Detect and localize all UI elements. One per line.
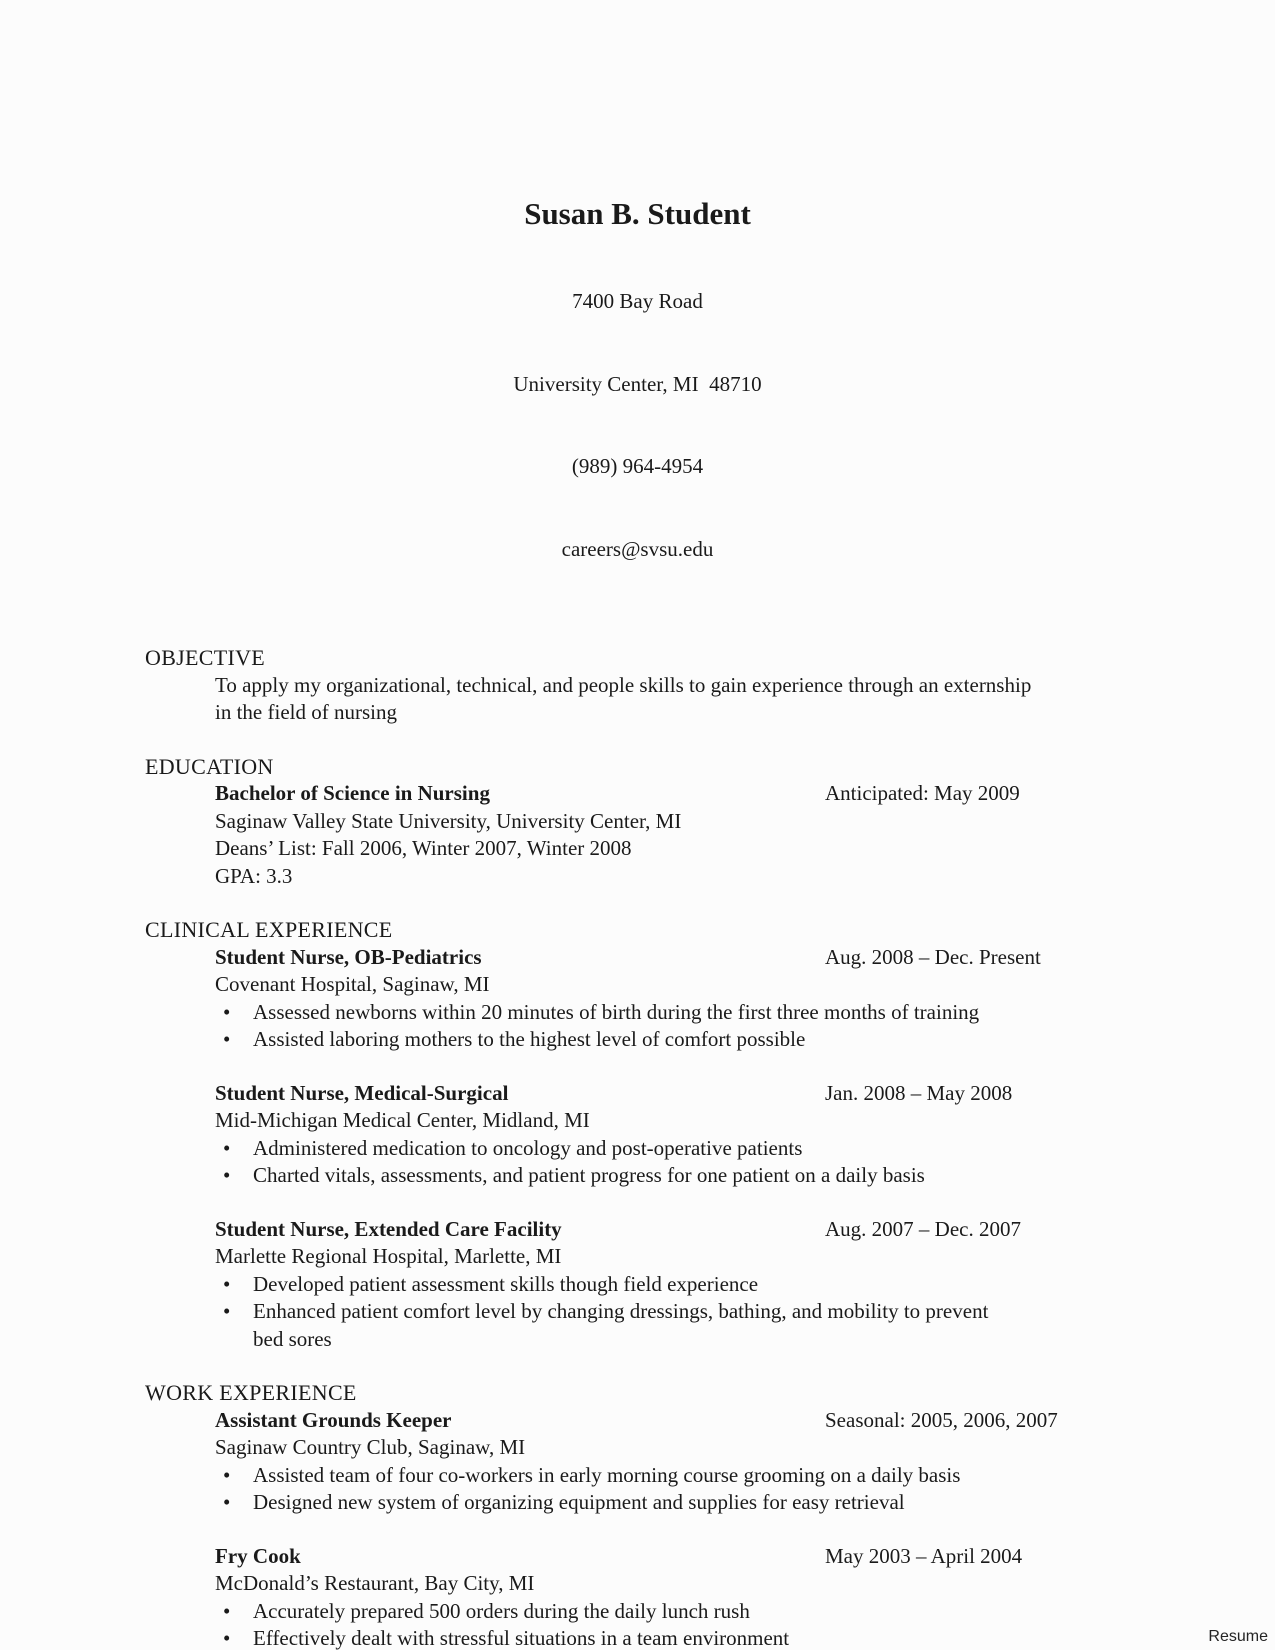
bullet-item: • Administered medication to oncology and post-operative patients <box>215 1135 1010 1163</box>
job-title: Fry Cook <box>215 1543 301 1568</box>
work-experience-heading: WORK EXPERIENCE <box>145 1380 357 1405</box>
job-title: Student Nurse, Medical-Surgical <box>215 1080 509 1105</box>
bullet-item: • Assisted laboring mothers to the highest level of comfort possible <box>215 1026 1010 1054</box>
work-entry-grounds-keeper <box>215 1407 1275 1517</box>
clinical-entry-ob-pediatrics <box>215 944 1275 1054</box>
job-date: Aug. 2007 – Dec. 2007 <box>825 1216 1021 1241</box>
clinical-experience-heading: CLINICAL EXPERIENCE <box>145 917 393 942</box>
page-footer-label: Resume <box>1208 1628 1268 1645</box>
education-heading: EDUCATION <box>145 753 274 779</box>
candidate-name: Susan B. Student <box>524 196 751 231</box>
work-entry-fry-cook <box>215 1543 1275 1650</box>
job-date: May 2003 – April 2004 <box>825 1543 1023 1568</box>
clinical-experience-section <box>145 916 1275 1353</box>
bullet-list <box>215 1271 1010 1354</box>
address-street: 7400 Bay Road <box>572 289 703 313</box>
address-city-state-zip: University Center, MI 48710 <box>513 371 762 396</box>
job-date: Seasonal: 2005, 2006, 2007 <box>825 1407 1058 1432</box>
objective-text: To apply my organizational, technical, and people skills to gain experience through an externship in the field of nursing <box>215 672 1032 724</box>
phone-number: (989) 964-4954 <box>571 454 704 478</box>
clinical-entry-extended-care <box>215 1216 1275 1354</box>
bullet-item: • Assessed newborns within 20 minutes of birth during the first three months of training <box>215 999 1010 1027</box>
job-title: Assistant Grounds Keeper <box>215 1407 452 1432</box>
objective-heading: OBJECTIVE <box>145 645 266 670</box>
bullet-item: • Enhanced patient comfort level by changing dressings, bathing, and mobility to prevent bed sores <box>215 1298 1010 1353</box>
bullet-list <box>215 1135 1010 1190</box>
bullet-item: • Developed patient assessment skills though field experience <box>215 1271 1010 1299</box>
organization: Saginaw Country Club, Saginaw, MI <box>215 1435 526 1459</box>
organization: Covenant Hospital, Saginaw, MI <box>215 972 490 996</box>
job-date: Aug. 2008 – Dec. Present <box>825 944 1041 969</box>
bullet-item: • Accurately prepared 500 orders during the daily lunch rush <box>215 1598 1010 1626</box>
entry-title-row <box>215 1080 1275 1108</box>
organization: Mid-Michigan Medical Center, Midland, MI <box>215 1108 590 1132</box>
degree-row <box>215 780 1275 808</box>
bullet-item: • Designed new system of organizing equipment and supplies for easy retrieval <box>215 1489 1010 1517</box>
degree-date: Anticipated: May 2009 <box>825 781 1020 805</box>
entry-title-row <box>215 1543 1275 1571</box>
job-title: Student Nurse, OB-Pediatrics <box>215 944 482 969</box>
deans-list: Deans’ List: Fall 2006, Winter 2007, Winter 2008 <box>215 836 632 860</box>
work-experience-section <box>145 1379 1275 1650</box>
resume-header <box>0 0 1275 618</box>
entry-title-row <box>215 1216 1275 1244</box>
bullet-item: • Assisted team of four co-workers in early morning course grooming on a daily basis <box>215 1462 1010 1490</box>
entry-title-row <box>215 944 1275 972</box>
entry-title-row <box>215 1407 1275 1435</box>
school-name: Saginaw Valley State University, University Center, MI <box>215 808 682 833</box>
bullet-list <box>215 999 1010 1054</box>
organization: Marlette Regional Hospital, Marlette, MI <box>215 1244 562 1268</box>
degree-title: Bachelor of Science in Nursing <box>215 781 490 805</box>
bullet-item: • Effectively dealt with stressful situations in a team environment <box>215 1625 1010 1650</box>
bullet-item: • Charted vitals, assessments, and patient progress for one patient on a daily basis <box>215 1162 1010 1190</box>
bullet-list <box>215 1462 1010 1517</box>
education-entry <box>215 780 1275 890</box>
clinical-entry-medical-surgical <box>215 1080 1275 1190</box>
email-address: careers@svsu.edu <box>561 536 714 561</box>
gpa: GPA: 3.3 <box>215 863 293 888</box>
education-section <box>145 753 1275 891</box>
job-date: Jan. 2008 – May 2008 <box>825 1080 1013 1105</box>
bullet-list <box>215 1598 1010 1650</box>
job-title: Student Nurse, Extended Care Facility <box>215 1216 562 1241</box>
objective-section <box>145 644 1275 727</box>
organization: McDonald’s Restaurant, Bay City, MI <box>215 1571 535 1595</box>
